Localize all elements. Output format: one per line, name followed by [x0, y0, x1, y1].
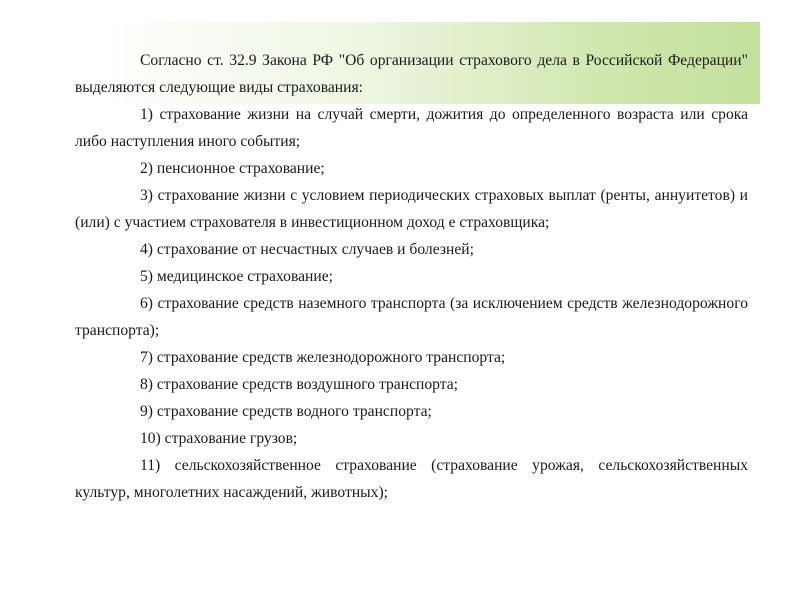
slide-content	[75, 47, 748, 506]
intro-paragraph: Согласно ст. 32.9 Закона РФ "Об организации страхового дела в Российской Федерации" выделяются следующие виды страхования:	[75, 52, 748, 96]
list-item-2: 2) пенсионное страхование;	[140, 160, 325, 177]
list-item-7: 7) страхование средств железнодорожного транспорта;	[140, 349, 506, 366]
list-item-1: 1) страхование жизни на случай смерти, дожития до определенного возраста или срока либо наступления иного события;	[75, 106, 748, 150]
list-item-11: 11) сельскохозяйственное страхование (страхование урожая, сельскохозяйственных культур, многолетних насаждений, животных);	[75, 457, 748, 501]
list-item-4: 4) страхование от несчастных случаев и болезней;	[140, 241, 474, 258]
list-item-6: 6) страхование средств наземного транспорта (за исключением средств железнодорожного транспорта);	[75, 295, 748, 339]
list-item-8: 8) страхование средств воздушного транспорта;	[140, 376, 458, 393]
list-item-10: 10) страхование грузов;	[140, 430, 298, 447]
list-item-5: 5) медицинское страхование;	[140, 268, 333, 285]
list-item-9: 9) страхование средств водного транспорта;	[140, 403, 432, 420]
list-item-3: 3) страхование жизни с условием периодических страховых выплат (ренты, аннуитетов) и (или) с участием страхователя в инвестиционном доход е страховщика;	[75, 187, 748, 231]
